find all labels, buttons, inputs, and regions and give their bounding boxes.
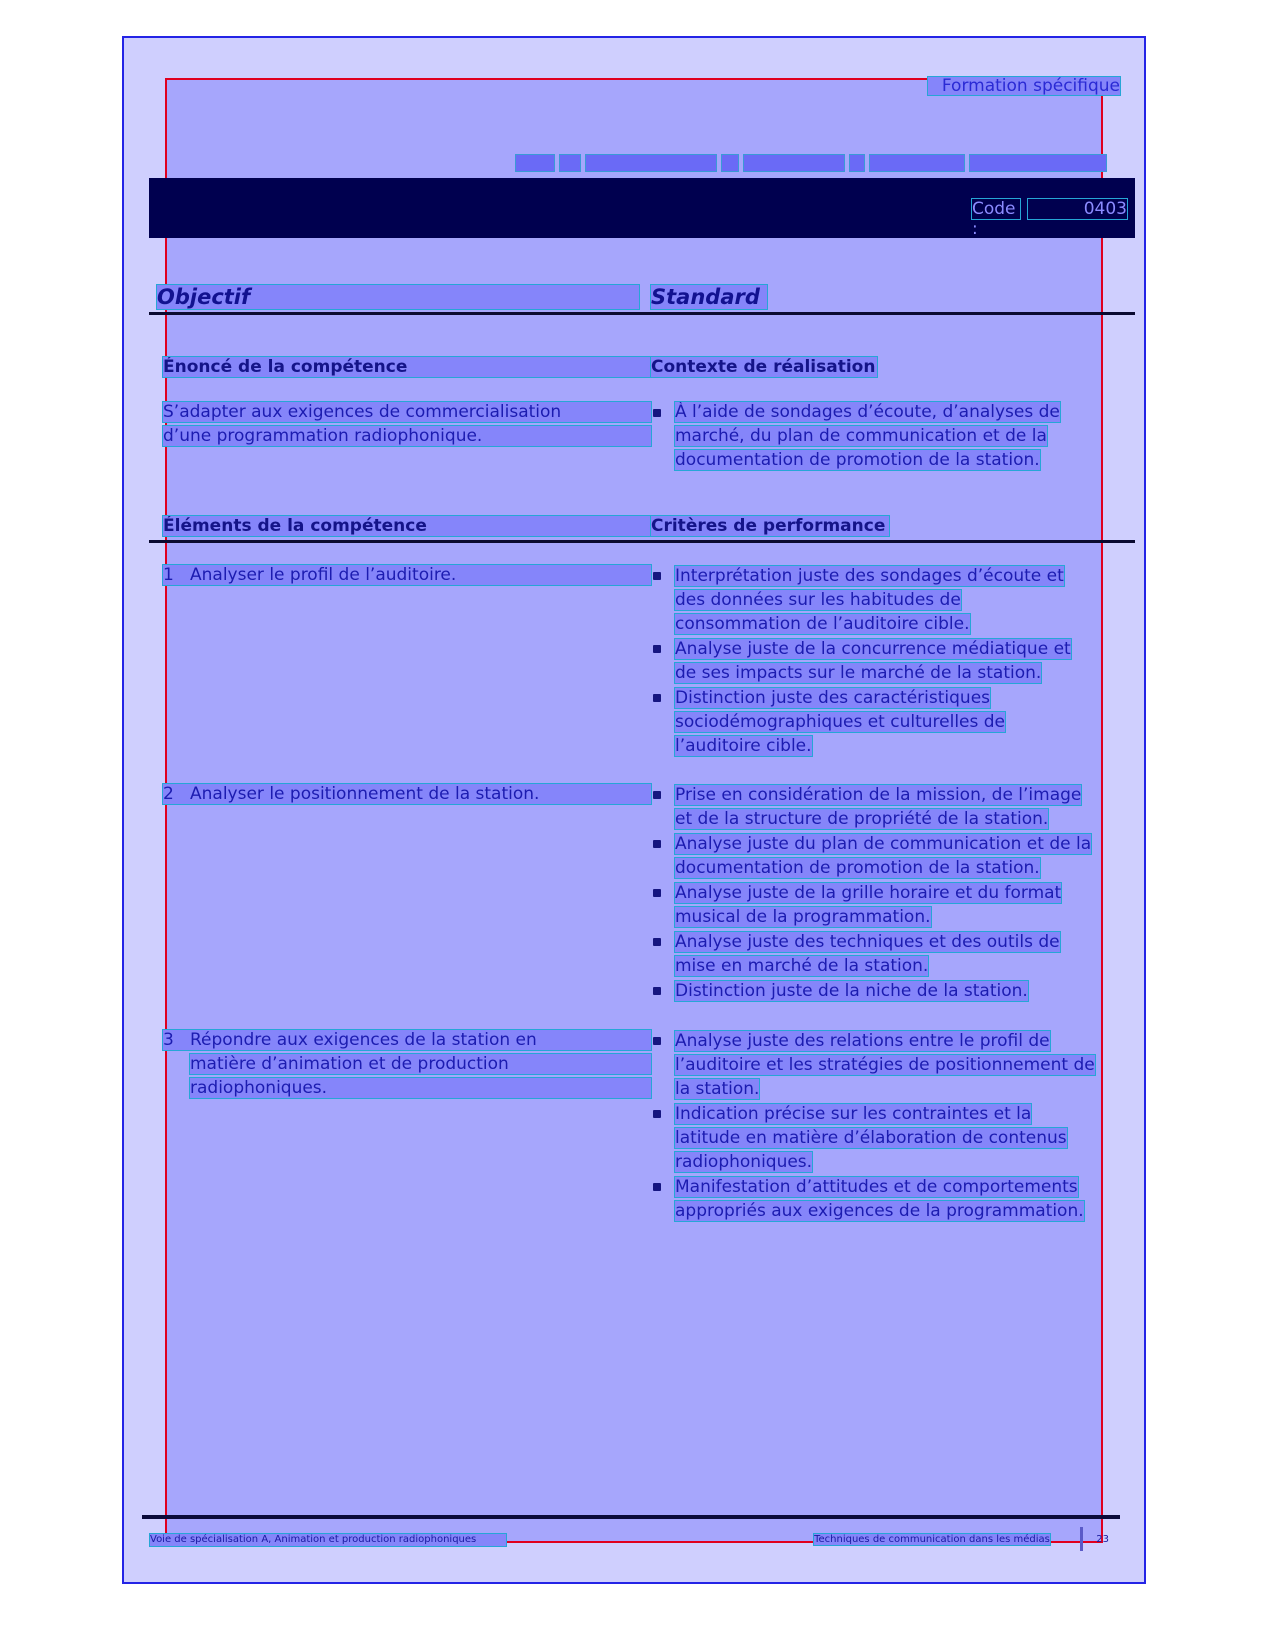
header-bar-segment [516,155,554,171]
bullet-icon [653,1037,661,1045]
header-bar-segment [850,155,864,171]
title-rule [149,312,1135,315]
footer-rule [142,1515,1120,1519]
footer-title: Techniques de communication dans les médias [814,1534,1050,1545]
bullet-icon [653,645,661,653]
footer-program: Voie de spécialisation A, Animation et production radiophoniques [150,1534,506,1546]
header-bar-segment [970,155,1106,171]
bullet-icon [653,889,661,897]
element-item: 3 Répondre aux exigences de la station en matière d’animation et de production radiophoniques. [163,1030,651,1102]
critere-item: Indication précise sur les contraintes et la latitude en matière d’élaboration de contenus radiophoniques. [675,1104,1067,1172]
footer-page-number: 23 [1096,1534,1109,1545]
header-bar-segment [722,155,738,171]
critere-item: Analyse juste du plan de communication et de la documentation de promotion de la station. [675,834,1092,878]
bullet-icon [653,1110,661,1118]
critere-item: Manifestation d’attitudes et de comportements appropriés aux exigences de la programmation. [675,1177,1084,1221]
bullet-icon [653,1183,661,1191]
critere-item: Analyse juste des relations entre le profil de l’auditoire et les stratégies de positionnement de la station. [675,1031,1095,1099]
contexte-item: À l’aide de sondages d’écoute, d’analyses de marché, du plan de communication et de la documentation de promotion de la station. [675,402,1060,470]
critere-item: Analyse juste de la grille horaire et du format musical de la programmation. [675,883,1062,927]
critere-item: Distinction juste des caractéristiques sociodémographiques et culturelles de l’auditoire cible. [675,688,1006,756]
header-formation-label: Formation spécifique [928,77,1120,95]
objectif-title: Objectif [157,285,639,309]
footer-tick [1080,1527,1083,1551]
footer-right [804,1534,1109,1546]
code-value: 0403 [1028,199,1127,219]
element-item: 1 Analyser le profil de l’auditoire. [163,565,651,589]
competence-text [163,402,651,450]
competence-heading: Énoncé de la compétence [163,357,651,377]
text-line: S’adapter aux exigences de commercialisation [163,402,651,422]
text-line: d’une programmation radiophonique. [163,426,651,446]
bullet-icon [653,409,661,417]
bullet-icon [653,572,661,580]
elements-rule [149,540,1135,543]
elements-heading: Éléments de la compétence [163,516,651,536]
contexte-heading: Contexte de réalisation [651,357,876,377]
standard-title: Standard [651,285,767,309]
code-label: Code : [972,199,1020,219]
critere-item: Interprétation juste des sondages d’écoute et des données sur les habitudes de consommation de l’auditoire cible. [675,566,1064,634]
critere-item: Analyse juste de la concurrence médiatique et de ses impacts sur le marché de la station. [675,639,1071,683]
critere-item: Analyse juste des techniques et des outils de mise en marché de la station. [675,932,1060,976]
critere-item: Distinction juste de la niche de la station. [675,981,1028,1001]
bullet-icon [653,987,661,995]
bullet-icon [653,791,661,799]
bullet-icon [653,840,661,848]
header-bar-segment [560,155,580,171]
critere-item: Prise en considération de la mission, de l’image et de la structure de propriété de la station. [675,785,1082,829]
header-bar-segment [586,155,716,171]
bullet-icon [653,938,661,946]
element-item: 2 Analyser le positionnement de la station. [163,784,651,808]
criteres-heading: Critères de performance [651,516,889,536]
header-bar-segment [870,155,964,171]
bullet-icon [653,694,661,702]
header-bar-segment [744,155,844,171]
